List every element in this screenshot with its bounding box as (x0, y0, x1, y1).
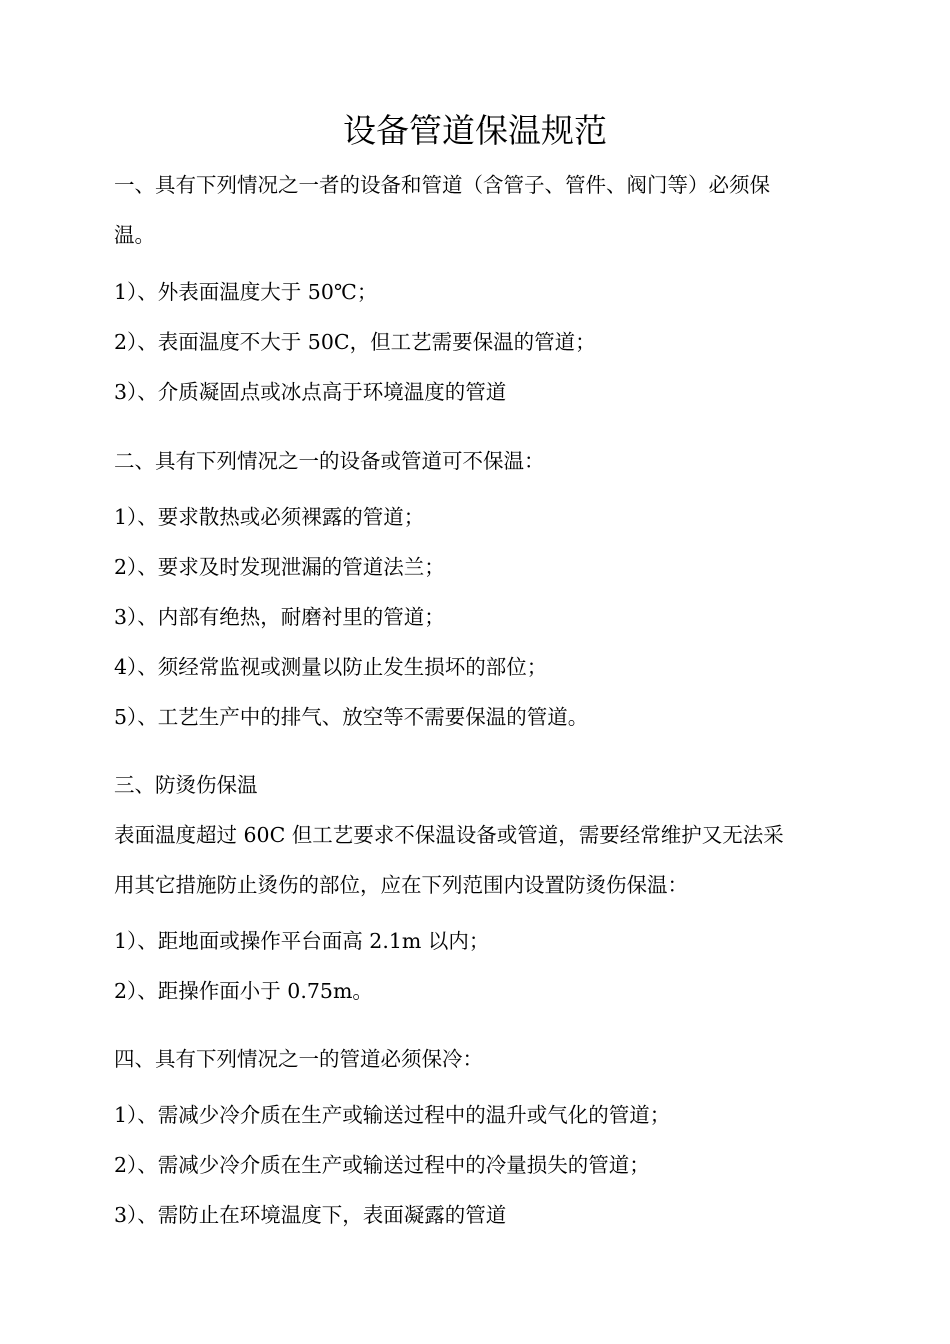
section-4-heading: 四、具有下列情况之一的管道必须保冷： (114, 1047, 483, 1071)
section-2-item-5: 5）、工艺生产中的排气、放空等不需要保温的管道。 (114, 705, 589, 729)
section-1-item-2: 2）、表面温度不大于 50C，但工艺需要保温的管道； (114, 330, 596, 354)
section-1-heading-line-1: 一、具有下列情况之一者的设备和管道（含管子、管件、阀门等）必须保 (114, 173, 770, 197)
section-3-item-1: 1）、距地面或操作平台面高 2.1m 以内； (114, 929, 490, 953)
section-3-paragraph-line-2: 用其它措施防止烫伤的部位，应在下列范围内设置防烫伤保温： (114, 873, 688, 897)
section-2-item-2: 2）、要求及时发现泄漏的管道法兰； (114, 555, 445, 579)
section-4-item-3: 3）、需防止在环境温度下，表面凝露的管道 (114, 1203, 507, 1227)
section-2-item-1: 1）、要求散热或必须裸露的管道； (114, 505, 425, 529)
section-2-item-4: 4）、须经常监视或测量以防止发生损坏的部位； (114, 655, 548, 679)
section-3-paragraph-line-1: 表面温度超过 60C 但工艺要求不保温设备或管道，需要经常维护又无法采 (114, 823, 784, 847)
section-3-heading: 三、防烫伤保温 (114, 773, 258, 797)
document-title: 设备管道保温规范 (343, 111, 607, 150)
section-1-item-1: 1）、外表面温度大于 50℃； (114, 280, 378, 304)
section-2-item-3: 3）、内部有绝热，耐磨衬里的管道； (114, 605, 445, 629)
section-1-item-3: 3）、介质凝固点或冰点高于环境温度的管道 (114, 380, 507, 404)
section-1-heading-line-2: 温。 (114, 223, 155, 247)
section-4-item-2: 2）、需减少冷介质在生产或输送过程中的冷量损失的管道； (114, 1153, 650, 1177)
section-2-heading: 二、具有下列情况之一的设备或管道可不保温： (114, 449, 545, 473)
section-3-item-2: 2）、距操作面小于 0.75m。 (114, 979, 373, 1003)
section-4-item-1: 1）、需减少冷介质在生产或输送过程中的温升或气化的管道； (114, 1103, 671, 1127)
